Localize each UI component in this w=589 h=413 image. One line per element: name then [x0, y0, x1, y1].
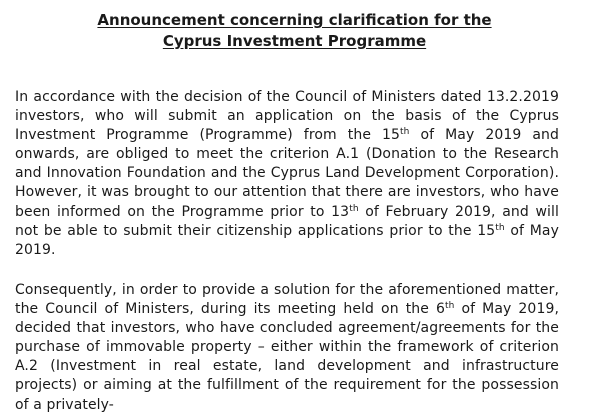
- superscript-th: th: [445, 301, 455, 312]
- paragraph-1-text: of May 2019.: [15, 222, 559, 258]
- paragraph-1-text: of May 2019 and onwards, are obliged to meet the criterion A.1 (Donation to the Research and Innovation Foundation and the Cyprus Land Development Corporation). However, it was brought to our attention that there are investors, who have been informed on the Programme prior to 13: [15, 127, 559, 220]
- paragraph-1-text: In accordance with the decision of the Council of Ministers dated 13.2.2019 investors, who will submit an application on the basis of the Cyprus Investment Programme (Programme) from the 15: [15, 89, 559, 144]
- superscript-th: th: [400, 127, 410, 138]
- paragraph-2: [15, 281, 559, 413]
- paragraph-1-text: of February 2019, and will not be able to submit their citizenship applications prior to the 15: [15, 203, 559, 239]
- paragraph-2-text: of May 2019, decided that investors, who have concluded agreement/agreements for the purchase of immovable property – either within the framework of criterion A.2 (Investment in real estate, land development and infrastructure projects) or aiming at the fulfillment of the requirement for the possession of a privately-: [15, 301, 560, 413]
- paragraph-1: [15, 88, 559, 260]
- document-title-line-1: Announcement concerning clarification for the: [97, 11, 492, 29]
- superscript-th: th: [495, 222, 505, 233]
- paragraph-2-text: Consequently, in order to provide a solution for the aforementioned matter, the Council of Ministers, during its meeting held on the 6: [15, 282, 559, 318]
- document-title-line-2: Cyprus Investment Programme: [162, 32, 427, 50]
- superscript-th: th: [349, 203, 359, 214]
